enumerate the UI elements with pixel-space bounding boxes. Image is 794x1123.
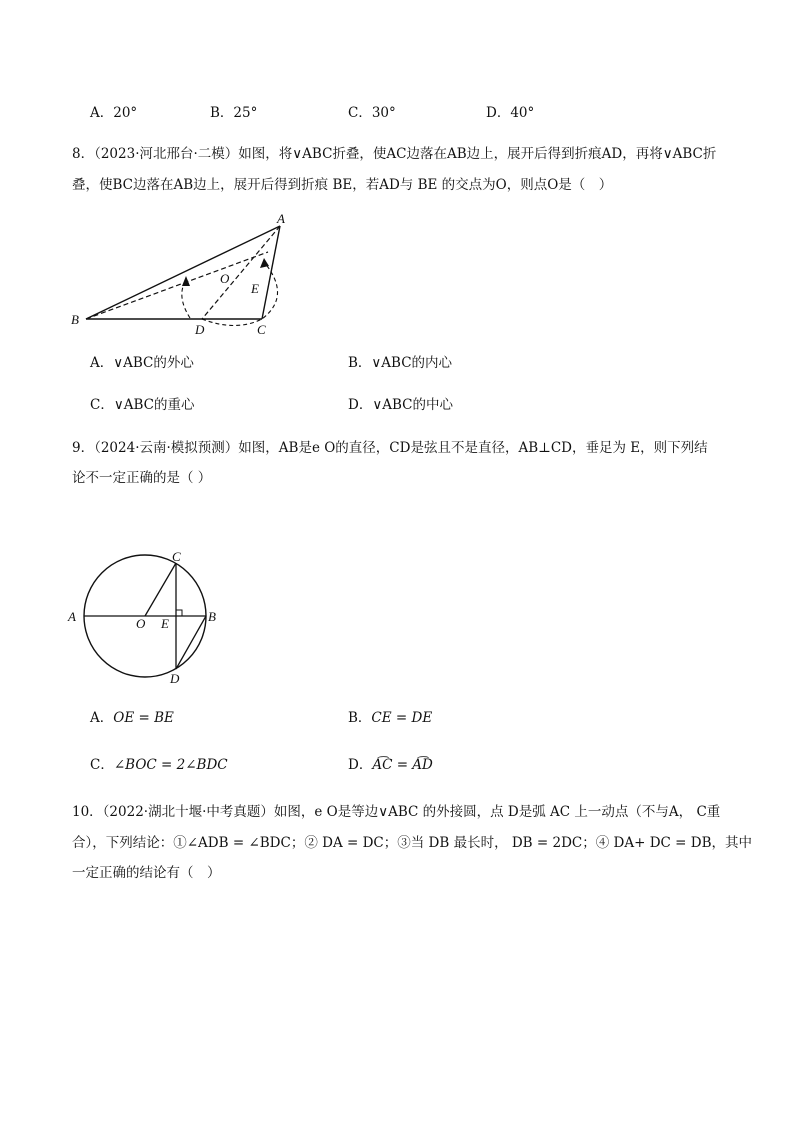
q8-label-a: A (277, 211, 285, 226)
q8-triangle-figure (66, 206, 306, 340)
q9-label-a: A (68, 609, 76, 624)
q8-stem-line2: 叠，使BC边落在AB边上，展开后得到折痕 BE，若AD与 BE 的交点为O，则点O是（ ） (72, 177, 613, 193)
q9-label-d: D (170, 671, 180, 686)
q8-arrow-left (182, 276, 190, 286)
q8-option-a: A．∨ABC的外心 (90, 355, 194, 371)
q7-option-d: D．40° (486, 105, 535, 121)
q8-label-e: E (251, 281, 259, 296)
q8-label-b: B (71, 312, 79, 327)
q9-label-b: B (208, 609, 216, 624)
q9-circle-figure (66, 546, 226, 688)
q7-option-b: B．25° (210, 105, 258, 121)
q9-stem-line2: 论不一定正确的是（ ） (72, 470, 212, 486)
q9-option-d: D．A͡C = A͡D (348, 757, 433, 773)
q9-label-c: C (172, 549, 181, 564)
q10-stem-line1: 10．（2022·湖北十堰·中考真题）如图，e O是等边∨ABC 的外接圆，点 D是弧 AC 上一动点（不与A， C重 (72, 804, 721, 820)
q8-option-c: C．∨ABC的重心 (90, 397, 195, 413)
q9-option-b: B．CE = DE (348, 710, 433, 726)
q9-label-e: E (161, 616, 169, 631)
q8-label-o: O (220, 271, 230, 286)
q8-stem-line1: 8．（2023·河北邢台·二模）如图，将∨ABC折叠，使AC边落在AB边上，展开后得到折痕AD，再将∨ABC折 (72, 146, 717, 162)
q9-label-o: O (136, 616, 146, 631)
q9-segment-bd (176, 616, 206, 669)
q9-option-a: A．OE = BE (90, 710, 174, 726)
q8-crease-be (86, 252, 268, 319)
q7-option-a: A．20° (90, 105, 138, 121)
q9-stem-line1: 9．（2024·云南·模拟预测）如图，AB是e O的直径，CD是弦且不是直径，AB⊥CD，垂足为 E，则下列结 (72, 440, 708, 456)
q7-option-c: C．30° (348, 105, 396, 121)
q9-right-angle-mark (176, 610, 182, 616)
q9-option-c: C．∠BOC = 2∠BDC (90, 757, 228, 773)
q10-stem-line3: 一定正确的结论有（ ） (72, 865, 221, 881)
q8-option-b: B．∨ABC的内心 (348, 355, 453, 371)
q9-segment-oc (145, 563, 176, 616)
q8-label-c: C (257, 322, 266, 337)
q8-crease-ad (202, 226, 280, 319)
q8-option-d: D．∨ABC的中心 (348, 397, 453, 413)
q8-side-ab (86, 226, 280, 319)
q10-stem-line2: 合），下列结论：①∠ADB = ∠BDC；② DA = DC；③当 DB 最长时， DB = 2DC；④ DA+ DC = DB，其中 (72, 835, 753, 851)
q8-label-d: D (195, 322, 205, 337)
